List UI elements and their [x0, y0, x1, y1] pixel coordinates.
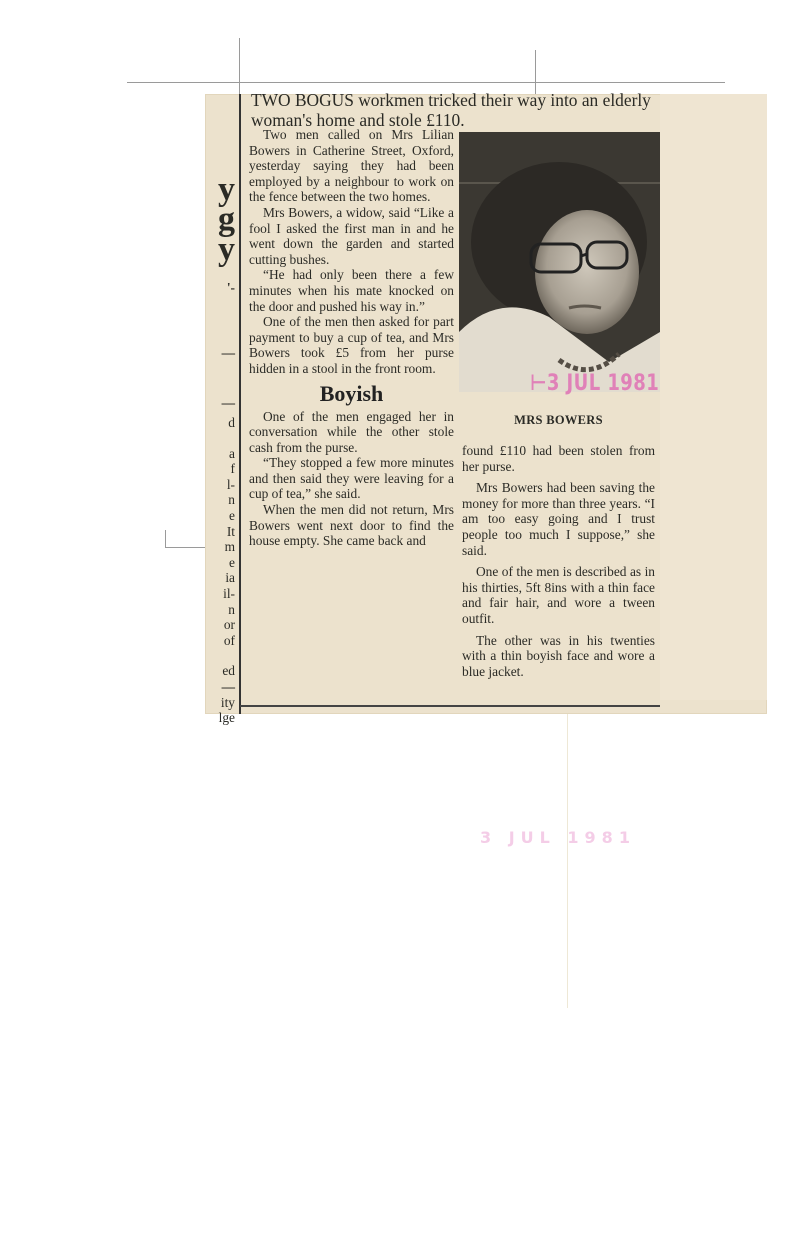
paragraph: Mrs Bowers had been saving the money for more than three years. “I am too easy going and I trust people too much I suppose,” she said.	[462, 480, 655, 558]
guide-tick-left-v	[165, 530, 166, 547]
adjacent-dash: '-	[226, 280, 235, 295]
paragraph: One of the men engaged her in conversation while the other stole cash from the purse.	[249, 408, 454, 455]
paragraph: “They stopped a few more minutes and then said they were leaving for a cup of tea,” she said.	[249, 455, 454, 502]
column-rule	[239, 94, 241, 714]
paragraph: One of the men then asked for part payment to buy a cup of tea, and Mrs Bowers took £5 from her purse hidden in a stool in the front room.	[249, 314, 454, 376]
ghost-date-stamp: 3 JUL 1981	[480, 828, 636, 847]
paragraph: Mrs Bowers, a widow, said “Like a fool I asked the first man in and he went down the garden and started cutting bushes.	[249, 204, 454, 267]
guide-tick-left	[165, 547, 205, 548]
guide-line-vertical-right	[535, 50, 536, 94]
paragraph: One of the men is described as in his thirties, 5ft 8ins with a thin face and fair hair, and wore a tween outfit.	[462, 564, 655, 626]
adjacent-dash: —	[221, 345, 235, 360]
date-stamp: ⊢3 JUL 1981	[530, 371, 660, 396]
bottom-rule	[240, 705, 660, 707]
adjacent-headline-fragment: y g y	[218, 171, 235, 268]
guide-line-horizontal	[127, 82, 725, 83]
paragraph: found £110 had been stolen from her purse.	[462, 443, 655, 474]
photo-caption: MRS BOWERS	[514, 413, 603, 427]
paragraph: “He had only been there a few minutes when his mate knocked on the door and pushed his way in.”	[249, 267, 454, 314]
paragraph: The other was in his twenties with a thin boyish face and wore a blue jacket.	[462, 632, 655, 679]
article-lede: TWO BOGUS workmen tricked their way into an elderly woman's home and stole £110.	[251, 90, 651, 130]
adjacent-dash: —	[221, 395, 235, 410]
portrait-image-icon	[459, 132, 660, 392]
portrait-photo	[459, 132, 660, 392]
clipping-margin	[660, 94, 767, 700]
subheading: Boyish	[319, 380, 384, 406]
paragraph: When the men did not return, Mrs Bowers went next door to find the house empty. She came back and	[249, 502, 454, 549]
article-column-2	[462, 443, 655, 679]
guide-line-lower	[567, 708, 568, 1008]
article-column-1	[249, 127, 454, 549]
adjacent-text-fragment: d a f l- n e It m e ia il- n or of ed — ity lge	[218, 415, 235, 726]
paragraph: Two men called on Mrs Lilian Bowers in Catherine Street, Oxford, yesterday saying they had been employed by a neighbour to work on the fence between the two homes.	[249, 127, 454, 205]
guide-line-vertical-left	[239, 38, 240, 94]
